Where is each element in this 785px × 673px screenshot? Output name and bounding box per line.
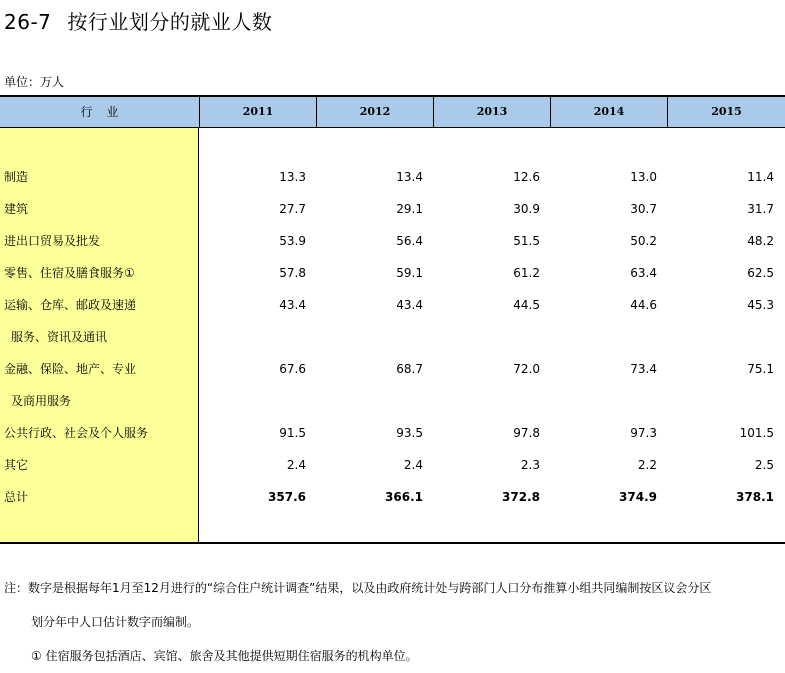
row-label: 运输、仓库、邮政及速递: [4, 298, 137, 312]
table-row: [0, 358, 785, 380]
cell-value: 378.1: [736, 490, 774, 504]
unit-label: 单位：万人: [4, 75, 65, 89]
cell-value: 13.4: [396, 170, 423, 184]
cell-value: 374.9: [619, 490, 657, 504]
employment-table: [0, 95, 785, 545]
cell-value: 45.3: [747, 298, 774, 312]
row-label: 及商用服务: [11, 394, 72, 408]
cell-value: 2.3: [520, 458, 540, 472]
header-year-2012: 2012: [317, 97, 434, 127]
cell-value: 12.6: [513, 170, 540, 184]
cell-value: 30.9: [513, 202, 540, 216]
cell-value: 73.4: [630, 362, 657, 376]
cell-value: 63.4: [630, 266, 657, 280]
cell-value: 13.0: [630, 170, 657, 184]
cell-value: 2.4: [286, 458, 306, 472]
cell-value: 72.0: [513, 362, 540, 376]
row-label: 建筑: [4, 202, 29, 216]
header-year-2015: 2015: [711, 105, 742, 118]
cell-value: 44.5: [513, 298, 540, 312]
header-industry: 行业: [0, 97, 200, 127]
page-title: [4, 6, 272, 35]
table-row: [0, 294, 785, 316]
cell-value: 61.2: [513, 266, 540, 280]
cell-value: 62.5: [747, 266, 774, 280]
cell-value: 68.7: [396, 362, 423, 376]
cell-value: 97.3: [630, 426, 657, 440]
table-row: [0, 166, 785, 188]
cell-value: 93.5: [396, 426, 423, 440]
row-label: 其它: [4, 458, 29, 472]
cell-value: 31.7: [747, 202, 774, 216]
cell-value: 59.1: [396, 266, 423, 280]
cell-value: 53.9: [279, 234, 306, 248]
cell-value: 357.6: [268, 490, 306, 504]
cell-value: 51.5: [513, 234, 540, 248]
cell-value: 11.4: [747, 170, 774, 184]
row-label: 金融、保险、地产、专业: [4, 362, 137, 376]
cell-value: 56.4: [396, 234, 423, 248]
table-row: [0, 198, 785, 220]
table-row: [0, 422, 785, 444]
cell-value: 2.5: [754, 458, 774, 472]
cell-value: 91.5: [279, 426, 306, 440]
table-row: [0, 454, 785, 476]
table-bottom-rule: [0, 542, 785, 544]
cell-value: 43.4: [396, 298, 423, 312]
cell-value: 50.2: [630, 234, 657, 248]
cell-value: 75.1: [747, 362, 774, 376]
footnote-line: 划分年中人口估计数字而编制。: [31, 615, 200, 629]
cell-value: 366.1: [385, 490, 423, 504]
table-row: [0, 390, 785, 412]
cell-value: 97.8: [513, 426, 540, 440]
table-number: 26-7: [4, 10, 52, 34]
row-label: 服务、资讯及通讯: [11, 330, 108, 344]
row-label: 公共行政、社会及个人服务: [4, 426, 149, 440]
table-row-total: [0, 486, 785, 508]
table-row: [0, 262, 785, 284]
cell-value: 44.6: [630, 298, 657, 312]
header-year-2014: 2014: [551, 97, 668, 127]
cell-value: 43.4: [279, 298, 306, 312]
cell-value: 48.2: [747, 234, 774, 248]
cell-value: 30.7: [630, 202, 657, 216]
row-label: 零售、住宿及膳食服务①: [4, 266, 135, 280]
row-label: 制造: [4, 170, 29, 184]
cell-value: 29.1: [396, 202, 423, 216]
cell-value: 2.2: [637, 458, 657, 472]
header-year-2011: 2011: [200, 97, 317, 127]
row-label: 总计: [4, 490, 29, 504]
table-row: [0, 326, 785, 348]
row-label: 进出口贸易及批发: [4, 234, 101, 248]
cell-value: 101.5: [739, 426, 774, 440]
cell-value: 372.8: [502, 490, 540, 504]
table-header: [0, 97, 785, 128]
cell-value: 57.8: [279, 266, 306, 280]
cell-value: 2.4: [403, 458, 423, 472]
cell-value: 67.6: [279, 362, 306, 376]
table-title: 按行业划分的就业人数: [67, 10, 273, 34]
cell-value: 27.7: [279, 202, 306, 216]
table-row: [0, 230, 785, 252]
header-year-2013: 2013: [434, 97, 551, 127]
footnote-line: ① 住宿服务包括酒店、宾馆、旅舍及其他提供短期住宿服务的机构单位。: [31, 649, 418, 663]
footnote-line: 注：数字是根据每年1月至12月进行的“综合住户统计调查”结果，以及由政府统计处与跨部门人口分布推算小组共同编制按区议会分区: [4, 581, 712, 595]
cell-value: 13.3: [279, 170, 306, 184]
